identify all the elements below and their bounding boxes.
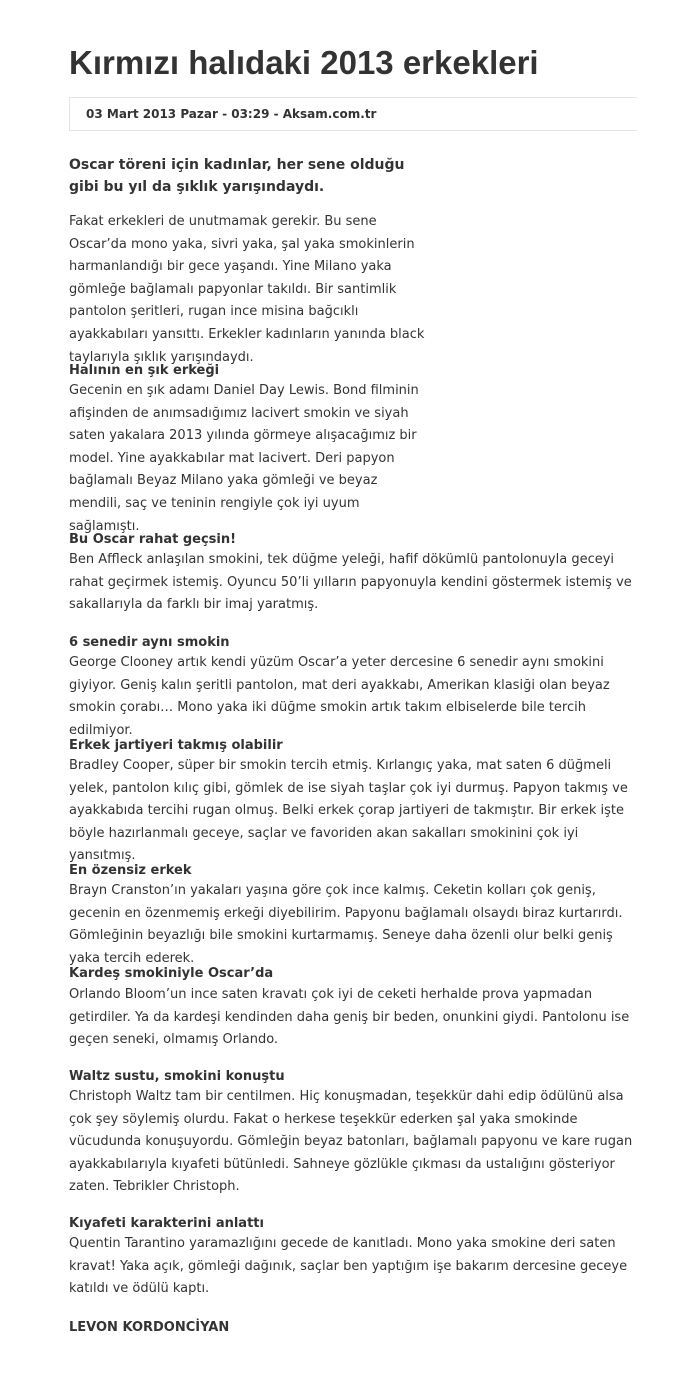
section-heading: Bu Oscar rahat geçsin!	[69, 532, 237, 547]
section-heading: En özensiz erkek	[69, 863, 192, 878]
article-title: Kırmızı halıdaki 2013 erkekleri	[69, 44, 539, 81]
section-body: Bradley Cooper, süper bir smokin tercih etmiş. Kırlangıç yaka, mat saten 6 düğmeli yelek, pantolon kılıç gibi, gömlek de ise siyah taşlar çok iyi durmuş. Papyon takmış ve ayakkabıda tercihi rugan olmuş. Belki erkek çorap jartiyeri de takmıştır. Bir erkek işte böyle hazırlanmalı geceye, saçlar ve favoriden akan sakalları smokinini çok iyi yansıtmış.	[69, 758, 628, 864]
article-intro: Fakat erkekleri de unutmamak gerekir. Bu sene Oscar’da mono yaka, sivri yaka, şal yaka smokinlerin harmanlandığı bir gece yaşandı. Yine Milano yaka gömleğe bağlamalı papyonlar takıldı. Bir santimlik pantolon şeritleri, rugan ince misina bağcıklı ayakkabıları yansıttı. Erkekler kadınların yanında black taylarıyla şıklık yarışındaydı.	[69, 214, 425, 365]
article-meta: 03 Mart 2013 Pazar - 03:29 - Aksam.com.tr	[86, 107, 377, 121]
article-lead: Oscar töreni için kadınlar, her sene olduğu gibi bu yıl da şıklık yarışındaydı.	[69, 157, 405, 195]
section-body: Ben Affleck anlaşılan smokini, tek düğme yeleği, hafif dökümlü pantolonuyla geceyi rahat geçirmek istemiş. Oyuncu 50’li yılların papyonuyla kendini göstermek istemiş ve sakallarıyla da farklı bir imaj yaratmış.	[69, 552, 632, 613]
section-heading: 6 senedir aynı smokin	[69, 635, 230, 650]
article-author: LEVON KORDONCİYAN	[69, 1320, 230, 1335]
section-body: George Clooney artık kendi yüzüm Oscar’a yeter dercesine 6 senedir aynı smokini giyiyor. Geniş kalın şeritli pantolon, mat deri ayakkabı, Amerikan klasiği olan beyaz smokin çorabı… Mono yaka iki düğme smokin artık takım elbiselerde bile tercih edilmiyor.	[69, 655, 610, 738]
section-body: Brayn Cranston’ın yakaları yaşına göre çok ince kalmış. Ceketin kolları çok geniş, gecenin en özenmemiş erkeği diyebilirim. Papyonu bağlamalı olsaydı biraz kurtarırdı. Gömleğinin beyazlığı bile smokini kurtarmamış. Seneye daha özenli olur belki geniş yaka tercih ederek.	[69, 883, 623, 966]
section-body: Quentin Tarantino yaramazlığını gecede de kanıtladı. Mono yaka smokine deri saten kravat! Yaka açık, gömleği dağınık, saçlar ben yaptığım işe bakarım dercesine geceye katıldı ve ödülü kaptı.	[69, 1236, 628, 1297]
section-heading: Halının en şık erkeği	[69, 363, 220, 378]
section-body: Gecenin en şık adamı Daniel Day Lewis. Bond filminin afişinden de anımsadığımız lacivert smokin ve siyah saten yakalara 2013 yılında görmeye alışacağımız bir model. Yine ayakkabılar mat lacivert. Deri papyon bağlamalı Beyaz Milano yaka gömleği ve beyaz mendili, saç ve teninin rengiyle çok iyi uyum sağlamıştı.	[69, 383, 419, 534]
section-heading: Waltz sustu, smokini konuştu	[69, 1069, 285, 1084]
section-heading: Kıyafeti karakterini anlattı	[69, 1216, 264, 1231]
section-body: Orlando Bloom’un ince saten kravatı çok iyi de ceketi herhalde prova yapmadan getirdiler. Ya da kardeşi kendinden daha geniş bir beden, onunkini giydi. Pantolonu ise geçen seneki, olmamış Orlando.	[69, 987, 630, 1048]
article-meta-bar	[69, 97, 637, 131]
section-heading: Kardeş smokiniyle Oscar’da	[69, 966, 274, 981]
section-heading: Erkek jartiyeri takmış olabilir	[69, 738, 283, 753]
section-body: Christoph Waltz tam bir centilmen. Hiç konuşmadan, teşekkür dahi edip ödülünü alsa çok şey söylemiş olurdu. Fakat o herkese teşekkür ederken şal yaka smokinde vücudunda konuşuyordu. Gömleğin beyaz batonları, bağlamalı papyonu ve kare rugan ayakkabılarıyla kıyafeti bütünledi. Sahneye gözlükle çıkması da ustalığını gösteriyor zaten. Tebrikler Christoph.	[69, 1089, 633, 1195]
